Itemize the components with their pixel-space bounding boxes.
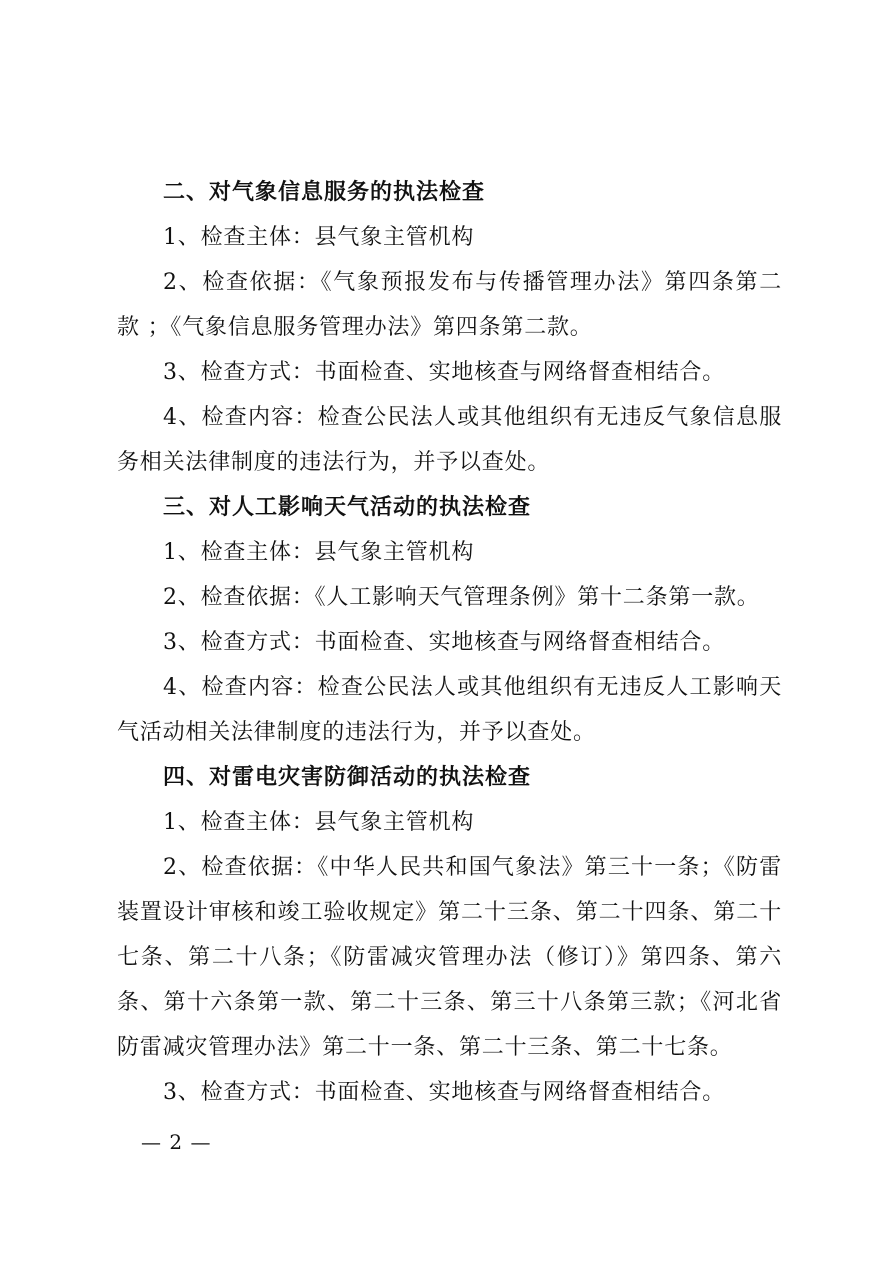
section-2-item-method: 3、检查方式：书面检查、实地核查与网络督查相结合。 [163,630,725,655]
section-2-item-basis: 2、检查依据：《人工影响天气管理条例》第十二条第一款。 [163,585,760,610]
section-heading-weather-modification: 三、对人工影响天气活动的执法检查 [163,494,532,520]
section-1-item-basis: 2、检查依据：《气象预报发布与传播管理办法》第四条第二款 ；《气象信息服务管理办法》第四条第二款。 [117,270,782,340]
section-3-item-method: 3、检查方式：书面检查、实地核查与网络督查相结合。 [163,1080,725,1105]
section-1-item-content: 4、检查内容：检查公民法人或其他组织有无违反气象信息服务相关法律制度的违法行为，并予以查处。 [117,405,782,475]
section-2-item-content: 4、检查内容：检查公民法人或其他组织有无违反人工影响天气活动相关法律制度的违法行为，并予以查处。 [117,675,782,745]
section-1-item-subject: 1、检查主体：县气象主管机构 [163,225,475,250]
section-1-item-method: 3、检查方式：书面检查、实地核查与网络督查相结合。 [163,360,725,385]
section-heading-lightning-protection: 四、对雷电灾害防御活动的执法检查 [163,764,532,790]
section-2-item-subject: 1、检查主体：县气象主管机构 [163,540,475,565]
section-3-item-subject: 1、检查主体：县气象主管机构 [163,810,475,835]
section-heading-meteorological-info: 二、对气象信息服务的执法检查 [163,179,486,205]
document-body [117,170,782,1115]
page-number: — 2 — [141,1130,212,1154]
section-3-item-basis: 2、检查依据：《中华人民共和国气象法》第三十一条；《防雷装置设计审核和竣工验收规定》第二十三条、第二十四条、第二十七条、第二十八条；《防雷减灾管理办法（修订）》第四条、第六条、第十六条第一款、第二十三条、第三十八条第三款；《河北省防雷减灾管理办法》第二十一条、第二十三条、第二十七条。 [117,855,782,1060]
